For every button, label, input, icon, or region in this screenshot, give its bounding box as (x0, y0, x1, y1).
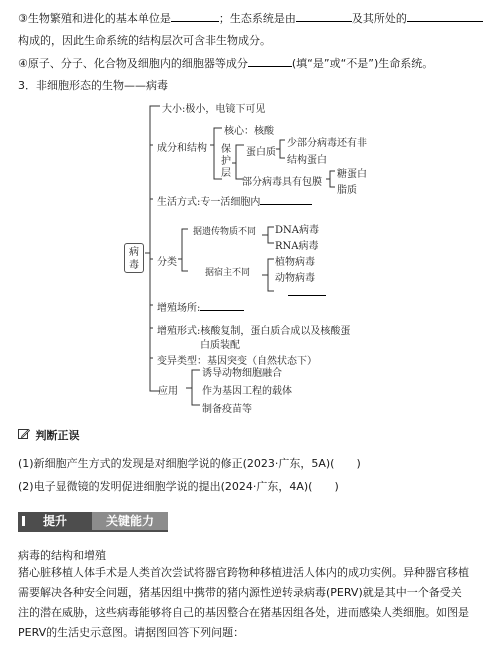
statement-3-part1: ③生物繁殖和进化的基本单位是 (18, 12, 171, 25)
rna-virus: RNA病毒 (275, 241, 319, 252)
proliferation-site-text: 增殖场所: (157, 303, 201, 314)
statement-4-part2: (填“是”或“不是”)生命系统。 (291, 57, 434, 70)
judge-header (18, 427, 80, 443)
judge-question-1: (1)新细胞产生方式的发现是对细胞学说的修正(2023·广东，5A)( ) (18, 457, 361, 470)
virus-root-box: 病毒 (124, 243, 144, 273)
judge-title: 判断正误 (35, 429, 80, 442)
protective-layer: 保护层 (221, 144, 231, 179)
lifestyle-text: 生活方式:专一活细胞内 (157, 197, 261, 208)
composition-structure: 成分和结构 (157, 143, 207, 154)
animal-virus: 动物病毒 (275, 273, 315, 284)
protein-coat: 蛋白质 (246, 147, 276, 158)
application-1: 诱导动物细胞融合 (202, 368, 282, 379)
answer-blank[interactable] (200, 300, 244, 311)
edit-icon (18, 428, 30, 440)
core-nucleic-acid: 核心：核酸 (224, 126, 274, 137)
lifestyle (157, 193, 312, 208)
banner-underline (18, 530, 168, 532)
application: 应用 (158, 386, 178, 397)
statement-line-3-cont: 构成的，因此生命系统的结构层次可含非生物成分。 (18, 34, 271, 47)
proliferation-form-cont: 白质装配 (200, 340, 240, 351)
section-heading: 病毒的结构和增殖 (18, 549, 106, 562)
proliferation-site (157, 299, 244, 314)
answer-blank[interactable] (288, 285, 326, 296)
classification: 分类 (157, 257, 177, 268)
answer-blank[interactable] (260, 194, 312, 205)
host-blank-row (288, 285, 326, 299)
by-host: 据宿主不同 (205, 268, 251, 278)
lipid: 脂质 (337, 185, 357, 196)
envelope-note: 部分病毒具有包膜 (242, 177, 322, 188)
proliferation-form: 增殖形式:核酸复制，蛋白质合成以及核酸蛋 (157, 326, 351, 337)
application-3: 制备疫苗等 (202, 404, 252, 415)
banner-title: 关键能力 (92, 512, 168, 530)
structural-protein: 结构蛋白 (287, 155, 327, 166)
statement-4-part1: ④原子、分子、化合物及细胞内的细胞器等成分 (18, 57, 248, 70)
application-2: 作为基因工程的载体 (202, 386, 292, 397)
dna-virus: DNA病毒 (275, 225, 319, 236)
banner-tag: 提升 (18, 512, 92, 530)
virus-size: 大小:极小，电镜下可见 (162, 104, 266, 115)
section-paragraph: 猪心脏移植人体手术是人类首次尝试将器官跨物种移植进活人体内的成功实例。异种器官移植需要解决各种安全问题，猪基因组中携带的猪内源性逆转录病毒(PERV)就是其中一个备受关注的潜在威胁，这些病毒能够将自己的基因整合在猪基因组各处，进而感染人类细胞。如图是PERV的生活史示意图。请据图回答下列问题： (18, 566, 469, 639)
glycoprotein: 糖蛋白 (337, 169, 367, 180)
subsection-heading: 3．非细胞形态的生物——病毒 (18, 79, 168, 92)
nonstructural-protein-note: 少部分病毒还有非 (287, 138, 367, 149)
variation-type: 变异类型：基因突变（自然状态下） (157, 356, 317, 367)
statement-3-part3: 及其所处的 (351, 12, 407, 25)
judge-question-2: (2)电子显微镜的发明促进细胞学说的提出(2024·广东，4A)( ) (18, 480, 339, 493)
banner-marker (22, 516, 25, 526)
statement-3-part2: ；生态系统是由 (218, 12, 296, 25)
by-genetic-material: 据遗传物质不同 (193, 227, 257, 237)
plant-virus: 植物病毒 (275, 257, 315, 268)
